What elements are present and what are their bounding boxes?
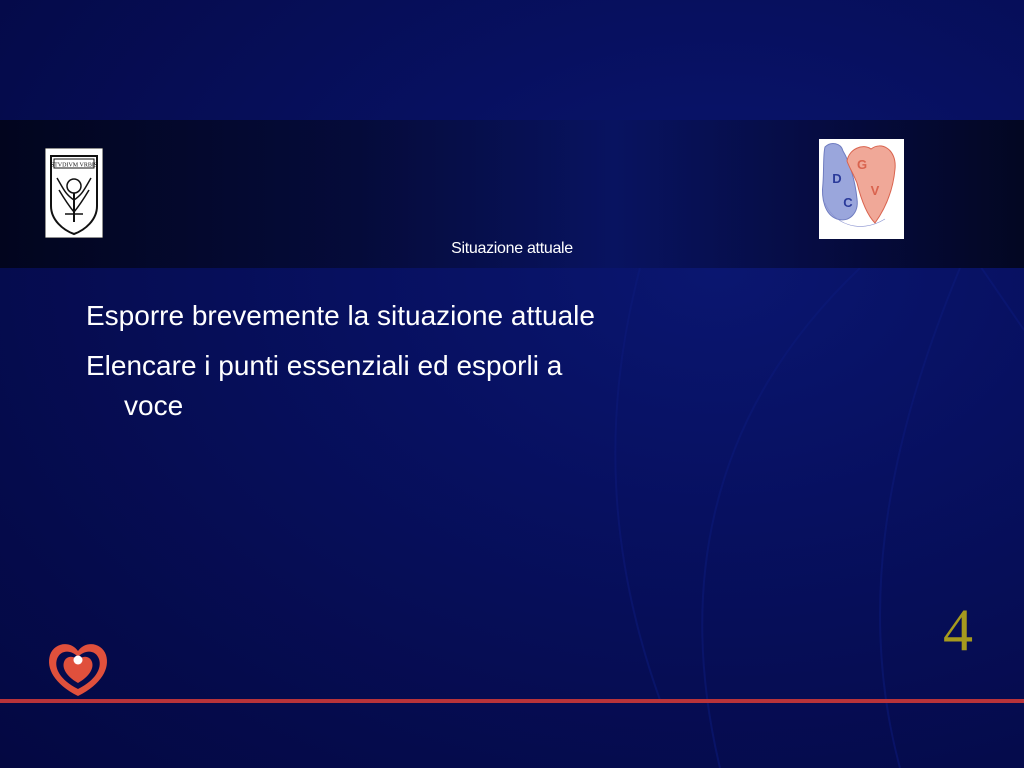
university-seal-logo bbox=[45, 148, 103, 238]
bullet-list bbox=[86, 296, 626, 436]
dcgv-heart-logo-icon bbox=[819, 139, 904, 239]
university-seal-icon bbox=[45, 148, 103, 238]
logo-letter-g: G bbox=[856, 157, 868, 172]
page-number: 4 bbox=[943, 597, 973, 663]
dcgv-department-logo bbox=[819, 139, 904, 239]
logo-letter-d: D bbox=[832, 171, 842, 186]
logo-letter-c: C bbox=[843, 195, 853, 210]
heart-logo-icon bbox=[44, 638, 112, 700]
bullet-item: Esporre brevemente la situazione attuale bbox=[86, 300, 595, 331]
footer-accent-line bbox=[0, 699, 1024, 703]
bullet-item: Elencare i punti essenziali ed esporli a voce bbox=[86, 350, 563, 421]
logo-letter-v: V bbox=[870, 183, 880, 198]
seal-text: STVDIVM VRBIS bbox=[50, 162, 98, 169]
slide-title: Situazione attuale bbox=[451, 240, 573, 257]
